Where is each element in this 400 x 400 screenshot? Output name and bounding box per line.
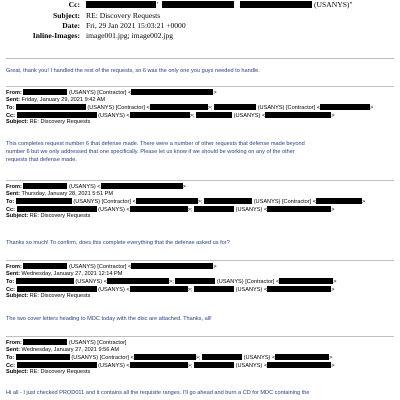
redaction bbox=[240, 1, 312, 8]
redaction bbox=[23, 183, 67, 189]
from-org: (USANYS) [Contractor] bbox=[68, 340, 127, 346]
redaction bbox=[267, 286, 331, 292]
from-org: (USANYS) < bbox=[68, 184, 101, 190]
redaction bbox=[150, 104, 208, 110]
redaction bbox=[107, 278, 169, 284]
to-text: (USANYS) < bbox=[75, 279, 107, 286]
cc-label: Cc: bbox=[6, 362, 16, 369]
body-line: Thanks so much! To confirm, does this complete everything that the defense asked us for? bbox=[6, 240, 230, 246]
reply-text: Great, thank you! I handled the rest of the requests, so 6 was the only one you guys needed to handle. bbox=[6, 68, 260, 74]
divider bbox=[6, 86, 394, 87]
redaction bbox=[275, 354, 329, 360]
to-label: To: bbox=[6, 355, 15, 362]
divider bbox=[6, 180, 394, 181]
cc-text: (USANYS) < bbox=[98, 112, 130, 119]
subject-value: RE: Discovery Requests bbox=[29, 293, 91, 300]
to-text: (USANYS) [Contractor] < bbox=[216, 279, 280, 286]
subject-value: RE: Discovery Requests bbox=[29, 119, 91, 126]
cc-text: > bbox=[331, 286, 335, 293]
redaction bbox=[162, 1, 234, 8]
cc-text: (USANYS) < bbox=[233, 112, 266, 119]
to-label: To: bbox=[6, 105, 15, 112]
redaction bbox=[130, 112, 190, 118]
redaction bbox=[204, 198, 252, 204]
subject-label: Subject: bbox=[53, 11, 80, 20]
cc-label: Cc: bbox=[68, 0, 80, 9]
cc-text: (USANYS) < bbox=[98, 206, 130, 213]
body-line: Hi all - I just checked PROD011 and it contains all the requisite ranges. I'll go ahead and burn a CD for MDC containing the bbox=[6, 390, 310, 396]
redaction bbox=[17, 286, 97, 292]
sent-value: Thursday, January 28, 2021 5:51 PM bbox=[21, 190, 114, 197]
redaction bbox=[279, 278, 333, 284]
to-text: >; bbox=[195, 355, 201, 362]
to-text: (USANYS) [Contractor] < bbox=[253, 199, 317, 206]
to-text: (USANYS) [Contractor] < bbox=[87, 105, 150, 112]
to-text: >; bbox=[197, 199, 203, 206]
redaction bbox=[16, 278, 74, 284]
redaction bbox=[175, 278, 215, 284]
from-label: From: bbox=[6, 184, 22, 190]
redaction bbox=[194, 206, 234, 212]
redaction bbox=[130, 362, 188, 368]
cc-label: Cc: bbox=[6, 286, 16, 293]
cc-value-b: (USANYS)" bbox=[314, 0, 353, 9]
subject-label: Subject: bbox=[6, 119, 29, 126]
redaction bbox=[194, 362, 234, 368]
redaction bbox=[101, 183, 183, 189]
from-org: (USANYS) [Contractor] < bbox=[68, 90, 132, 96]
cc-text: > bbox=[331, 206, 335, 213]
redaction bbox=[267, 206, 331, 212]
to-text: (USANYS) [Contractor] < bbox=[257, 105, 321, 112]
from-label: From: bbox=[6, 340, 22, 346]
cc-label: Cc: bbox=[6, 112, 16, 119]
cc-text: > bbox=[331, 362, 335, 369]
sent-value: Friday, January 29, 2021 9:42 AM bbox=[21, 96, 106, 103]
subject-value: RE: Discovery Requests bbox=[86, 11, 161, 20]
cc-text: >; bbox=[187, 206, 193, 213]
to-label: To: bbox=[6, 199, 15, 206]
redaction bbox=[196, 112, 232, 118]
redaction bbox=[17, 206, 97, 212]
redaction bbox=[316, 198, 362, 204]
redaction bbox=[214, 104, 256, 110]
quoted-message: From: (USANYS) < > Sent: Thursday, January 28, 2021 5:51 PM To: (USANYS) [Contractor] < >; (USANYS) [Contractor] < > Cc: (USANYS) < >; (USANYS) < > Subject: RE: Discovery Requests bbox=[6, 184, 366, 220]
to-text: > bbox=[333, 279, 337, 286]
redaction bbox=[16, 104, 86, 110]
subject-label: Subject: bbox=[6, 213, 29, 220]
divider bbox=[6, 336, 394, 337]
body-line: requests that defense made. bbox=[6, 156, 77, 163]
body-line: This completes request number 6 that defense made. There were a number of other requests that defense made beyond bbox=[6, 141, 305, 147]
to-text: (USANYS) [Contractor] < bbox=[73, 199, 136, 206]
redaction bbox=[130, 206, 188, 212]
redaction bbox=[267, 362, 331, 368]
to-text: (USANYS) [Contractor] < bbox=[71, 355, 134, 362]
sent-label: Sent: bbox=[6, 96, 20, 103]
redaction bbox=[16, 354, 70, 360]
cc-text: > bbox=[331, 112, 335, 119]
redaction bbox=[136, 198, 198, 204]
cc-text: >; bbox=[189, 112, 195, 119]
redaction bbox=[86, 0, 159, 9]
cc-text: >; bbox=[187, 362, 193, 369]
redaction bbox=[130, 286, 188, 292]
cc-label: Cc: bbox=[6, 206, 16, 213]
to-text: > bbox=[329, 355, 333, 362]
to-text: (USANYS) < bbox=[243, 355, 276, 362]
message-body bbox=[6, 141, 392, 164]
cc-text: (USANYS) < bbox=[235, 286, 268, 293]
message-body bbox=[6, 390, 392, 398]
to-label: To: bbox=[6, 279, 15, 286]
redaction bbox=[194, 286, 234, 292]
from-label: From: bbox=[6, 90, 22, 96]
redaction bbox=[23, 263, 67, 269]
redaction bbox=[23, 339, 67, 345]
redaction bbox=[16, 198, 72, 204]
cc-text: (USANYS) < bbox=[235, 362, 268, 369]
from-org: (USANYS) [Contractor] < bbox=[68, 264, 132, 270]
divider bbox=[6, 260, 394, 261]
subject-label: Subject: bbox=[6, 369, 29, 376]
redaction bbox=[131, 263, 213, 269]
body-line: The two cover letters heading to MDC today with the disc are attached. Thanks, all! bbox=[6, 316, 212, 322]
subject-value: RE: Discovery Requests bbox=[29, 213, 91, 220]
message-body bbox=[6, 240, 392, 248]
email-header bbox=[0, 0, 400, 50]
to-text: >; bbox=[207, 105, 213, 112]
inline-images-value: image001.jpg; image002.jpg bbox=[86, 31, 174, 40]
date-label: Date: bbox=[62, 21, 80, 30]
from-label: From: bbox=[6, 264, 22, 270]
cc-value-a: ' bbox=[157, 0, 159, 9]
body-line: number 6 but we only addressed that one specifically. Please let us know if we should be working on any of the other bbox=[6, 148, 295, 155]
quoted-message bbox=[6, 339, 394, 377]
sent-value: Wednesday, January 27, 2021 9:56 AM bbox=[21, 346, 119, 353]
cc-text: >; bbox=[187, 286, 193, 293]
quoted-message: From: (USANYS) [Contractor] < > Sent: Friday, January 29, 2021 9:42 AM To: (USANYS) [Contractor] < >; (USANYS) [Contractor] < > Cc: (USANYS) < >; (USANYS) < > Subject: RE: Discovery Requests bbox=[6, 90, 374, 126]
to-text: > bbox=[370, 105, 374, 112]
message-body bbox=[6, 316, 392, 324]
redaction bbox=[17, 362, 97, 368]
sent-label: Sent: bbox=[6, 190, 20, 197]
to-text: >; bbox=[168, 279, 174, 286]
redaction bbox=[265, 112, 331, 118]
redaction bbox=[131, 89, 213, 95]
sent-label: Sent: bbox=[6, 346, 20, 353]
divider bbox=[6, 58, 394, 59]
subject-value: RE: Discovery Requests bbox=[29, 369, 91, 376]
cc-text: (USANYS) < bbox=[98, 286, 130, 293]
quoted-message: From: (USANYS) [Contractor] < > Sent: Wednesday, January 27, 2021 12:14 PM To: (USANYS) < >; (USANYS) [Contractor] < > Cc: (USANYS) < >; (USANYS) < > Subject: RE: Discovery Requests bbox=[6, 264, 337, 300]
sent-label: Sent: bbox=[6, 270, 20, 277]
redaction bbox=[134, 354, 196, 360]
subject-label: Subject: bbox=[6, 293, 29, 300]
cc-text: (USANYS) < bbox=[235, 206, 268, 213]
redaction bbox=[320, 104, 370, 110]
sent-value: Wednesday, January 27, 2021 12:14 PM bbox=[21, 270, 123, 277]
to-text: > bbox=[362, 199, 366, 206]
redaction bbox=[17, 112, 97, 118]
cc-text: (USANYS) < bbox=[98, 362, 130, 369]
date-value: Fri, 29 Jan 2021 15:03:21 +0000 bbox=[86, 21, 186, 30]
inline-images-label: Inline-Images: bbox=[32, 31, 80, 40]
redaction bbox=[202, 354, 242, 360]
redaction bbox=[23, 89, 67, 95]
